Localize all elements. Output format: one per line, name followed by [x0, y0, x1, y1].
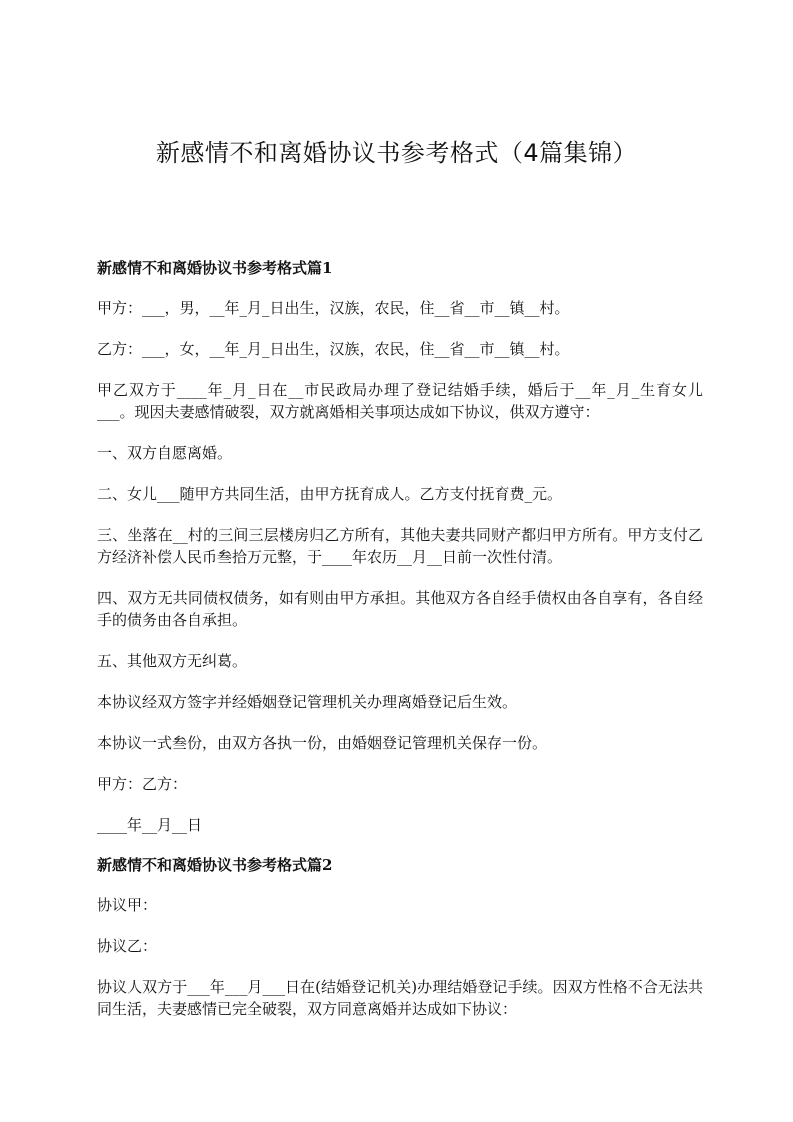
signature-line: 甲方：乙方：	[97, 775, 188, 793]
date-line: ____年__月__日	[97, 816, 203, 834]
paragraph: 协议乙：	[97, 937, 158, 955]
section-heading: 新感情不和离婚协议书参考格式篇2	[97, 856, 333, 874]
paragraph: 协议人双方于___年___月___日在(结婚登记机关)办理结婚登记手续。因双方性格不合无法共同生活，夫妻感情已完全破裂，双方同意离婚并达成如下协议：	[97, 978, 703, 1018]
paragraph: 甲方：___，男，__年_月_日出生，汉族，农民，住__省__市__镇__村。	[97, 299, 570, 317]
paragraph: 四、双方无共同债权债务，如有则由甲方承担。其他双方各自经手债权由各自享有，各自经手的债务由各自承担。	[97, 589, 703, 629]
paragraph: 本协议一式叁份，由双方各执一份，由婚姻登记管理机关保存一份。	[97, 734, 548, 752]
section-1	[97, 258, 703, 836]
paragraph: 甲乙双方于____年_月_日在__市民政局办理了登记结婚手续，婚后于__年_月_生育女儿___。现因夫妻感情破裂，双方就离婚相关事项达成如下协议，供双方遵守：	[97, 381, 703, 421]
paragraph: 乙方：___，女，__年_月_日出生，汉族，农民，住__省__市__镇__村。	[97, 340, 570, 358]
paragraph: 协议甲：	[97, 896, 158, 914]
paragraph: 五、其他双方无纠葛。	[97, 652, 248, 670]
document-body	[97, 258, 703, 1039]
section-2	[97, 855, 703, 1020]
paragraph: 本协议经双方签字并经婚姻登记管理机关办理离婚登记后生效。	[97, 693, 518, 711]
paragraph: 一、双方自愿离婚。	[97, 444, 233, 462]
section-heading: 新感情不和离婚协议书参考格式篇1	[97, 259, 333, 277]
document-title: 新感情不和离婚协议书参考格式（4篇集锦）	[155, 139, 638, 167]
paragraph: 二、女儿___随甲方共同生活，由甲方抚育成人。乙方支付抚育费_元。	[97, 485, 563, 503]
paragraph: 三、坐落在__村的三间三层楼房归乙方所有，其他夫妻共同财产都归甲方所有。甲方支付乙方经济补偿人民币叁拾万元整，于____年农历__月__日前一次性付清。	[97, 526, 703, 566]
